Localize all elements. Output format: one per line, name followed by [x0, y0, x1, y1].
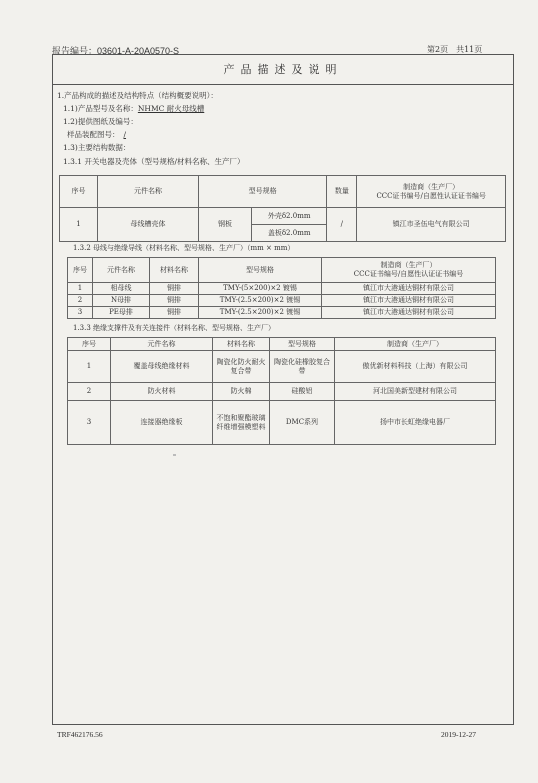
insulation-table	[67, 337, 496, 445]
table-row	[68, 401, 496, 445]
cell-no: 2	[68, 383, 111, 401]
busbar-table	[67, 257, 496, 319]
col-no: 序号	[68, 338, 111, 351]
col-maker-line2: CCC证书编号/自愿性认证证书编号	[353, 270, 464, 278]
table-header-row	[68, 338, 496, 351]
form-code: TRF462176.56	[57, 730, 103, 739]
assembly-drawing-value: /	[123, 130, 127, 139]
product-model-value: NHMC 耐火母线槽	[137, 104, 205, 113]
table-row	[68, 351, 496, 383]
report-number: 报告编号：03601-A-20A0570-S	[52, 46, 180, 56]
cell-material: 铜排	[150, 283, 199, 295]
table-row	[68, 295, 496, 307]
enclosure-table	[59, 175, 506, 242]
col-material: 材料名称	[150, 258, 199, 283]
cell-name: 防火材料	[111, 383, 213, 401]
structure-data-heading: 1.3)主要结构数据：	[63, 143, 131, 152]
cell-material: 不饱和聚酯玻璃纤维增强模塑料	[213, 401, 270, 445]
cell-maker: 镇江市大港通达铜材有限公司	[322, 307, 496, 319]
cell-material: 铜排	[150, 307, 199, 319]
issue-date: 2019-12-27	[441, 730, 476, 739]
table-row	[68, 307, 496, 319]
page-title: 产品描述及说明	[223, 63, 343, 76]
cell-material: 钢板	[199, 208, 252, 242]
title-divider	[53, 84, 513, 85]
col-maker-line1: 制造商（生产厂）	[403, 182, 460, 191]
cell-maker: 镇江市大港通达铜材有限公司	[322, 283, 496, 295]
cell-name: N母排	[93, 295, 150, 307]
col-name: 元件名称	[111, 338, 213, 351]
table-row	[60, 208, 506, 225]
col-maker	[322, 258, 496, 283]
col-no: 序号	[68, 258, 93, 283]
cell-spec: TMY-(2.5×200)×2 镀锡	[199, 307, 322, 319]
col-material: 材料名称	[213, 338, 270, 351]
cell-no: 3	[68, 401, 111, 445]
assembly-drawing-line	[67, 129, 130, 140]
col-no: 序号	[60, 176, 98, 208]
cell-no: 1	[68, 283, 93, 295]
col-spec: 型号规格	[199, 176, 327, 208]
col-spec: 型号规格	[199, 258, 322, 283]
table-row	[68, 383, 496, 401]
cell-no: 3	[68, 307, 93, 319]
cell-maker: 傲优新材料科技（上海）有限公司	[335, 351, 496, 383]
table-header-row	[60, 176, 506, 208]
cell-spec: DMC系列	[270, 401, 335, 445]
cell-material: 防火棉	[213, 383, 270, 401]
col-spec: 型号规格	[270, 338, 335, 351]
col-name: 元件名称	[98, 176, 199, 208]
cell-qty: /	[327, 208, 357, 242]
drawings-line: 1.2)提供图纸及编号：	[63, 117, 138, 126]
col-name: 元件名称	[93, 258, 150, 283]
content-frame	[52, 54, 514, 725]
col-qty: 数量	[327, 176, 357, 208]
cell-spec: TMY-(5×200)×2 镀锡	[199, 283, 322, 295]
cell-maker: 扬中市长虹绝缘电器厂	[335, 401, 496, 445]
cell-spec-cover: 盖板δ2.0mm	[252, 225, 327, 242]
cell-no: 2	[68, 295, 93, 307]
cell-spec: TMY-(2.5×200)×2 镀锡	[199, 295, 322, 307]
cell-name: 覆盖母线绝缘材料	[111, 351, 213, 383]
cell-maker: 镇江市大港通达铜材有限公司	[322, 295, 496, 307]
page-total: 共11页	[456, 45, 483, 54]
col-maker	[357, 176, 506, 208]
cell-maker: 河北国美新型建材有限公司	[335, 383, 496, 401]
cell-spec: 硅酸铝	[270, 383, 335, 401]
scan-speck	[173, 454, 176, 456]
cell-material: 铜排	[150, 295, 199, 307]
col-maker: 制造商（生产厂）	[335, 338, 496, 351]
section-132-heading: 1.3.2 母线与绝缘导线（材料名称、型号规格、生产厂）（mm × mm）	[73, 244, 295, 252]
col-maker-line2: CCC证书编号/自愿性认证证书编号	[376, 191, 486, 200]
col-maker-line1: 制造商（生产厂）	[380, 261, 437, 270]
product-model-line	[63, 103, 204, 114]
cell-maker: 镇江市圣伍电气有限公司	[357, 208, 506, 242]
page-number: 第2页	[427, 45, 449, 54]
cell-name: 母线槽壳体	[98, 208, 199, 242]
assembly-drawing-label: 样品装配图号：	[67, 130, 120, 139]
cell-material: 陶瓷化防火耐火复合带	[213, 351, 270, 383]
cell-spec-housing: 外壳δ2.0mm	[252, 208, 327, 225]
table-row	[68, 283, 496, 295]
cell-name: 相母线	[93, 283, 150, 295]
cell-name: 连接器绝缘板	[111, 401, 213, 445]
cell-spec: 陶瓷化硅橡胶复合带	[270, 351, 335, 383]
product-model-label: 1.1)产品型号及名称：	[63, 104, 138, 113]
cell-no: 1	[60, 208, 98, 242]
section-133-heading: 1.3.3 绝缘支撑件及有关连接件（材料名称、型号规格、生产厂）	[73, 324, 276, 332]
table-header-row	[68, 258, 496, 283]
section-131-heading: 1.3.1 开关电器及壳体（型号规格/材料名称、生产厂）	[63, 157, 245, 166]
cell-no: 1	[68, 351, 111, 383]
cell-name: PE母排	[93, 307, 150, 319]
section-1-heading: 1.产品构成的描述及结构特点（结构概要说明）：	[57, 91, 218, 100]
